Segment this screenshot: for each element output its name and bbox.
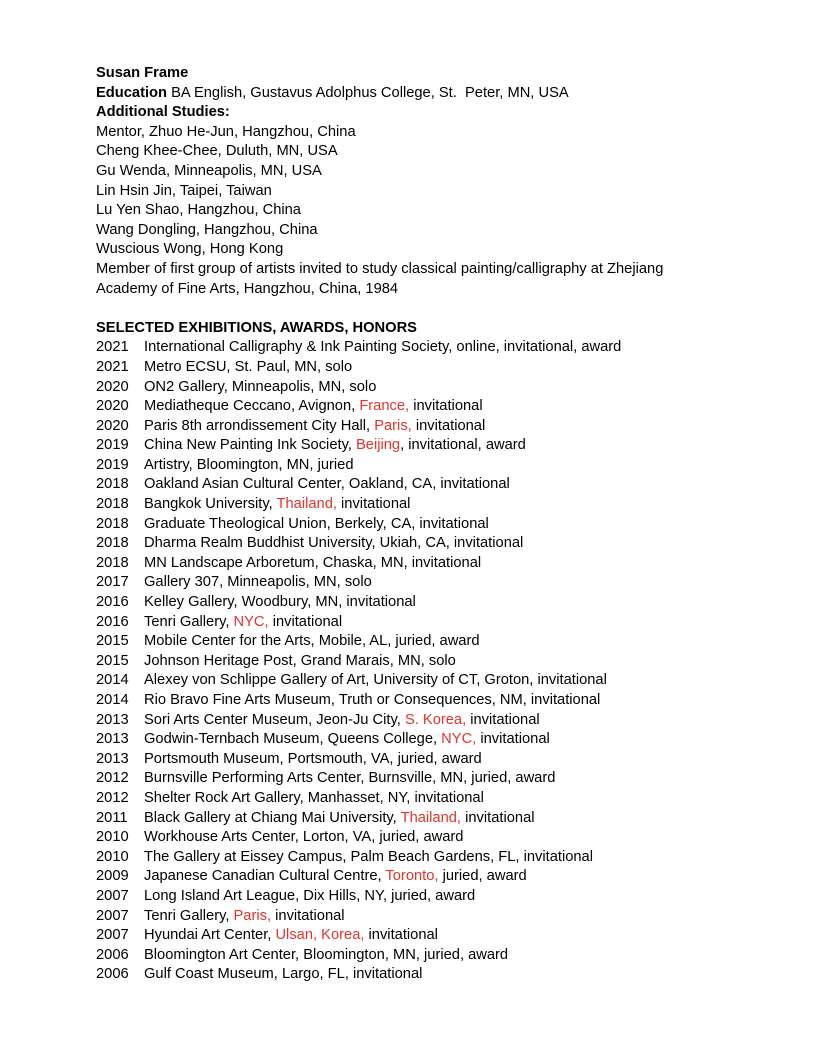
exhibition-text — [144, 653, 456, 669]
exhibition-text — [144, 712, 540, 728]
exhibition-entry — [96, 769, 746, 789]
exhibition-year: 2019 — [96, 437, 129, 454]
exhibition-text-segment: Metro ECSU, St. Paul, MN, solo — [144, 358, 353, 375]
exhibition-year: 2007 — [96, 907, 129, 924]
exhibition-text-segment: Gulf Coast Museum, Largo, FL, invitational — [144, 966, 423, 983]
exhibition-text-segment: , invitational, award — [400, 437, 526, 454]
exhibition-year: 2006 — [96, 966, 129, 983]
exhibition-year: 2017 — [96, 574, 129, 591]
study-line: Wang Dongling, Hangzhou, China — [96, 221, 318, 238]
exhibition-text-segment: invitational — [461, 809, 535, 826]
exhibition-text — [144, 770, 555, 786]
exhibition-text-segment: invitational — [409, 398, 483, 415]
exhibition-text-segment: juried, award — [438, 868, 527, 885]
exhibition-year: 2012 — [96, 770, 129, 787]
exhibition-location-highlight: Paris, — [374, 417, 412, 434]
exhibition-text — [144, 751, 482, 767]
exhibition-entry — [96, 789, 746, 809]
spacer — [96, 299, 746, 319]
exhibition-entry — [96, 828, 746, 848]
study-line: Lin Hsin Jin, Taipei, Taiwan — [96, 182, 272, 199]
exhibition-text-segment: invitational — [476, 731, 550, 748]
exhibition-year: 2013 — [96, 750, 129, 767]
exhibition-text — [144, 790, 484, 806]
exhibition-text — [144, 692, 600, 708]
education-text: BA English, Gustavus Adolphus College, St. Peter, MN, USA — [167, 84, 569, 101]
exhibition-text — [144, 888, 475, 904]
exhibition-year: 2013 — [96, 731, 129, 748]
exhibition-text-segment: Oakland Asian Cultural Center, Oakland, CA, invitational — [144, 476, 510, 493]
exhibitions-heading: SELECTED EXHIBITIONS, AWARDS, HONORS — [96, 319, 417, 336]
exhibition-text — [144, 535, 523, 551]
exhibition-text — [144, 555, 481, 571]
exhibition-text-segment: Mobile Center for the Arts, Mobile, AL, juried, award — [144, 633, 480, 650]
exhibition-text-segment: invitational — [466, 711, 540, 728]
exhibition-text-segment: Shelter Rock Art Gallery, Manhasset, NY, invitational — [144, 789, 484, 806]
study-line: Cheng Khee-Chee, Duluth, MN, USA — [96, 143, 338, 160]
exhibition-text-segment: Japanese Canadian Cultural Centre, — [144, 868, 386, 885]
exhibition-entry — [96, 711, 746, 731]
exhibition-text-segment: Sori Arts Center Museum, Jeon-Ju City, — [144, 711, 405, 728]
exhibition-text-segment: invitational — [271, 907, 345, 924]
exhibition-text — [144, 947, 508, 963]
exhibition-entry — [96, 436, 746, 456]
exhibition-entry — [96, 613, 746, 633]
exhibition-entry — [96, 867, 746, 887]
exhibition-text-segment: invitational — [411, 417, 486, 434]
exhibition-text — [144, 516, 489, 532]
exhibition-text-segment: Paris 8th arrondissement City Hall, — [144, 417, 375, 434]
exhibition-year: 2010 — [96, 848, 129, 865]
exhibition-text — [144, 633, 480, 649]
exhibition-year: 2012 — [96, 789, 129, 806]
exhibition-year: 2014 — [96, 692, 129, 708]
exhibitions-list — [96, 338, 746, 985]
exhibition-year: 2019 — [96, 456, 129, 473]
exhibition-text-segment: Burnsville Performing Arts Center, Burnsville, MN, juried, award — [144, 770, 556, 787]
exhibition-text — [144, 379, 376, 395]
exhibition-location-highlight: Thailand, — [276, 496, 337, 513]
exhibition-text-segment: Tenri Gallery, — [144, 907, 234, 924]
study-line: Mentor, Zhuo He-Jun, Hangzhou, China — [96, 123, 356, 140]
exhibition-text — [144, 614, 342, 630]
exhibition-entry — [96, 378, 746, 398]
exhibition-entry — [96, 907, 746, 927]
exhibition-year: 2018 — [96, 515, 129, 532]
exhibition-text — [144, 594, 416, 610]
exhibition-entry — [96, 573, 746, 593]
exhibition-year: 2010 — [96, 829, 129, 846]
exhibition-text-segment: Workhouse Arts Center, Lorton, VA, juried, award — [144, 829, 464, 846]
exhibition-text-segment: Gallery 307, Minneapolis, MN, solo — [144, 574, 372, 591]
exhibition-entry — [96, 750, 746, 770]
exhibition-entry — [96, 515, 746, 535]
exhibition-text-segment: Long Island Art League, Dix Hills, NY, juried, award — [144, 887, 476, 904]
exhibition-year: 2018 — [96, 496, 129, 513]
exhibition-entry — [96, 397, 746, 417]
exhibition-year: 2011 — [96, 809, 128, 826]
exhibition-text — [144, 437, 526, 453]
exhibition-text — [144, 476, 510, 492]
additional-studies-heading: Additional Studies: — [96, 104, 230, 121]
exhibition-entry — [96, 809, 746, 829]
exhibition-text — [144, 908, 345, 924]
exhibition-location-highlight: Ulsan, Korea, — [275, 927, 365, 944]
exhibition-text-segment: Mediatheque Ceccano, Avignon, — [144, 398, 360, 415]
exhibition-text-segment: invitational — [364, 927, 438, 944]
exhibition-year: 2015 — [96, 633, 129, 650]
exhibition-text — [144, 574, 372, 590]
exhibition-text-segment: Tenri Gallery, — [144, 613, 234, 630]
exhibition-entry — [96, 338, 746, 358]
exhibition-text — [144, 359, 352, 375]
exhibition-entry — [96, 965, 746, 985]
member-note-line-2: Academy of Fine Arts, Hangzhou, China, 1984 — [96, 280, 399, 297]
exhibition-text-segment: Dharma Realm Buddhist University, Ukiah, CA, invitational — [144, 535, 524, 552]
exhibition-entry — [96, 632, 746, 652]
education-label: Education — [96, 84, 167, 101]
exhibition-year: 2007 — [96, 927, 129, 944]
exhibition-entry — [96, 554, 746, 574]
exhibition-text-segment: invitational — [268, 613, 343, 630]
exhibition-entry — [96, 691, 746, 711]
exhibition-text — [144, 868, 527, 884]
exhibition-year: 2021 — [96, 339, 129, 356]
exhibition-text — [144, 398, 483, 414]
study-line: Wuscious Wong, Hong Kong — [96, 241, 284, 258]
exhibition-text — [144, 927, 438, 943]
exhibition-text-segment: ON2 Gallery, Minneapolis, MN, solo — [144, 378, 377, 395]
exhibition-text-segment: invitational — [336, 496, 411, 513]
exhibition-location-highlight: France, — [359, 398, 410, 415]
study-line: Lu Yen Shao, Hangzhou, China — [96, 202, 301, 219]
exhibition-text — [144, 339, 621, 355]
exhibition-text-segment: Kelley Gallery, Woodbury, MN, invitational — [144, 594, 416, 611]
exhibition-year: 2018 — [96, 535, 129, 552]
exhibition-entry — [96, 495, 746, 515]
exhibition-entry — [96, 475, 746, 495]
exhibition-text — [144, 731, 550, 747]
study-line: Gu Wenda, Minneapolis, MN, USA — [96, 162, 322, 179]
exhibition-text-segment: China New Painting Ink Society, — [144, 437, 356, 454]
exhibition-text — [144, 496, 410, 512]
exhibition-text — [144, 849, 593, 865]
exhibition-year: 2006 — [96, 946, 129, 963]
exhibition-location-highlight: Toronto, — [385, 868, 439, 885]
exhibition-location-highlight: NYC, — [233, 613, 269, 630]
exhibition-text — [144, 810, 535, 826]
exhibition-year: 2020 — [96, 398, 129, 415]
exhibition-entry — [96, 730, 746, 750]
exhibition-year: 2015 — [96, 652, 129, 669]
exhibition-entry — [96, 456, 746, 476]
member-note-line-1: Member of first group of artists invited to study classical painting/calligraphy at Zhejiang — [96, 260, 664, 277]
exhibition-year: 2021 — [96, 358, 129, 375]
exhibition-text — [144, 966, 422, 982]
exhibition-entry — [96, 848, 746, 868]
person-name: Susan Frame — [96, 65, 189, 81]
exhibition-text-segment: Black Gallery at Chiang Mai University, — [144, 809, 401, 826]
exhibition-text-segment: International Calligraphy & Ink Painting Society, online, invitational, award — [144, 339, 622, 356]
exhibition-text-segment: Portsmouth Museum, Portsmouth, VA, juried, award — [144, 750, 482, 767]
exhibition-entry — [96, 887, 746, 907]
exhibition-text-segment: Bangkok University, — [144, 496, 277, 513]
exhibition-year: 2013 — [96, 711, 129, 728]
exhibition-year: 2020 — [96, 378, 129, 395]
studies-list — [96, 123, 746, 260]
exhibition-year: 2007 — [96, 887, 129, 904]
exhibition-entry — [96, 652, 746, 672]
exhibition-text-segment: Godwin-Ternbach Museum, Queens College, — [144, 731, 442, 748]
exhibition-year: 2016 — [96, 594, 129, 611]
exhibition-entry — [96, 417, 746, 437]
exhibition-text-segment: MN Landscape Arboretum, Chaska, MN, invitational — [144, 554, 482, 571]
exhibition-text-segment: Rio Bravo Fine Arts Museum, Truth or Consequences, NM, invitational — [144, 692, 601, 708]
exhibition-entry — [96, 593, 746, 613]
exhibition-location-highlight: Thailand, — [400, 809, 462, 826]
exhibition-location-highlight: Beijing — [356, 437, 401, 454]
exhibition-location-highlight: Paris, — [233, 907, 272, 924]
exhibition-text — [144, 457, 354, 473]
exhibition-text-segment: Artistry, Bloomington, MN, juried — [144, 456, 354, 473]
exhibition-year: 2009 — [96, 868, 129, 885]
exhibition-text — [144, 829, 463, 845]
exhibition-entry — [96, 926, 746, 946]
exhibition-location-highlight: S. Korea, — [404, 711, 467, 728]
exhibition-entry — [96, 358, 746, 378]
exhibition-entry — [96, 671, 746, 691]
exhibition-text — [144, 418, 485, 434]
exhibition-text-segment: Alexey von Schlippe Gallery of Art, University of CT, Groton, invitational — [144, 672, 607, 689]
exhibition-year: 2018 — [96, 476, 129, 493]
exhibition-text-segment: The Gallery at Eissey Campus, Palm Beach Gardens, FL, invitational — [144, 848, 593, 865]
exhibition-text-segment: Hyundai Art Center, — [144, 927, 276, 944]
exhibition-text — [144, 672, 607, 688]
exhibition-year: 2020 — [96, 417, 129, 434]
exhibition-location-highlight: NYC, — [441, 731, 477, 748]
exhibition-text-segment: Bloomington Art Center, Bloomington, MN, juried, award — [144, 946, 509, 963]
exhibition-year: 2014 — [96, 672, 129, 689]
exhibition-entry — [96, 946, 746, 966]
exhibition-text-segment: Graduate Theological Union, Berkely, CA, invitational — [144, 515, 489, 532]
exhibition-year: 2016 — [96, 613, 129, 630]
education-line — [96, 84, 746, 104]
exhibition-text-segment: Johnson Heritage Post, Grand Marais, MN, solo — [144, 652, 456, 669]
exhibition-year: 2018 — [96, 554, 129, 571]
exhibition-entry — [96, 534, 746, 554]
